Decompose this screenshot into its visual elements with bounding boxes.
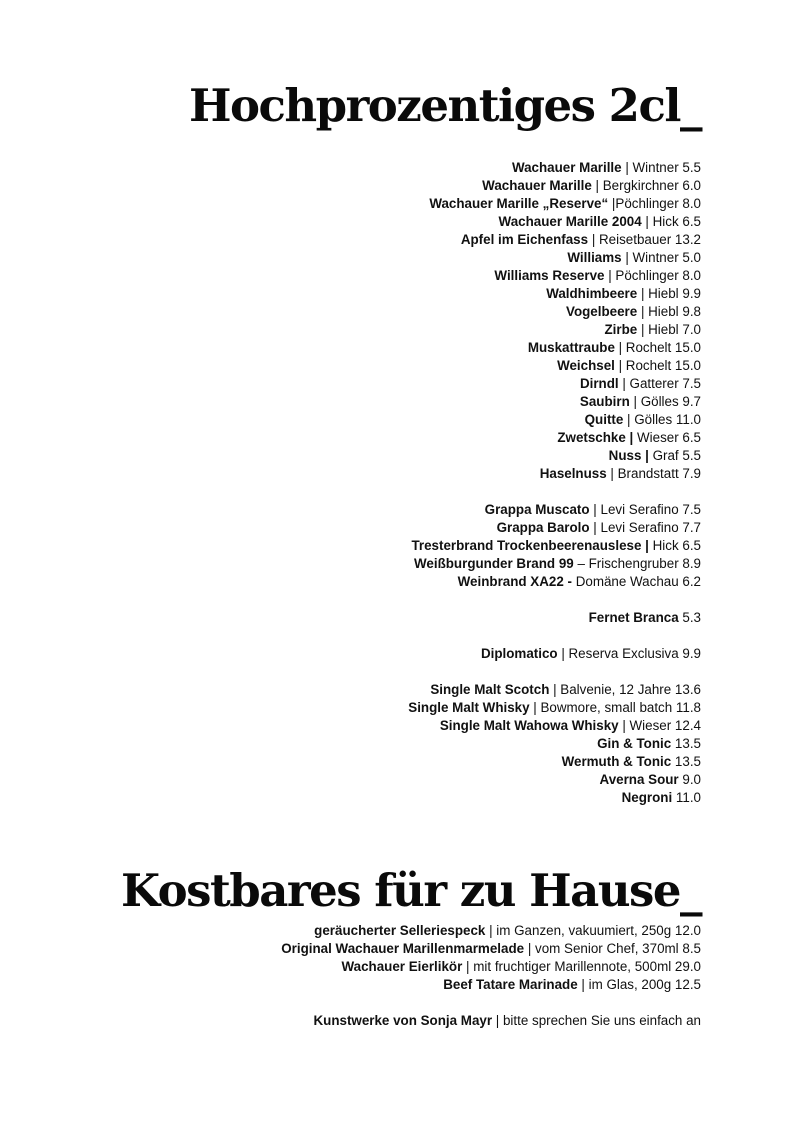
section-title-shop: Kostbares für zu Hause_ — [121, 864, 701, 917]
list-item — [408, 645, 701, 663]
item-name: Vogelbeere — [566, 304, 638, 319]
list-item — [408, 285, 701, 303]
item-name: Fernet Branca — [588, 610, 679, 625]
shop-list — [281, 922, 701, 1030]
item-detail: | im Glas, 200g 12.5 — [577, 977, 701, 992]
item-name: Single Malt Whisky — [408, 700, 530, 715]
item-name: Kunstwerke von Sonja Mayr — [313, 1013, 493, 1028]
item-name: Tresterbrand Trockenbeerenauslese | — [411, 538, 649, 553]
list-item — [408, 267, 701, 285]
list-item — [408, 789, 701, 807]
list-item — [408, 231, 701, 249]
item-detail: 13.5 — [671, 736, 701, 751]
item-name: Dirndl — [579, 376, 619, 391]
list-item — [408, 357, 701, 375]
item-detail: | Pöchlinger 8.0 — [604, 268, 701, 283]
section-title-spirits: Hochprozentiges 2cl_ — [188, 79, 701, 132]
list-item — [408, 465, 701, 483]
item-name: Gin & Tonic — [597, 736, 672, 751]
item-detail: 11.0 — [672, 790, 701, 805]
item-name: Single Malt Scotch — [430, 682, 550, 697]
item-name: Weinbrand XA22 - — [457, 574, 572, 589]
item-detail: | Levi Serafino 7.7 — [589, 520, 701, 535]
list-item — [408, 555, 701, 573]
item-name: Weichsel — [557, 358, 615, 373]
item-name: Quitte — [584, 412, 624, 427]
item-detail: |Pöchlinger 8.0 — [608, 196, 701, 211]
item-name: Diplomatico — [480, 646, 558, 661]
item-name: Beef Tatare Marinade — [443, 977, 578, 992]
list-item — [408, 375, 701, 393]
list-item — [408, 717, 701, 735]
list-item — [408, 681, 701, 699]
item-detail: | Brandstatt 7.9 — [606, 466, 701, 481]
list-item — [408, 339, 701, 357]
list-item — [408, 303, 701, 321]
item-detail: | Bergkirchner 6.0 — [591, 178, 701, 193]
item-detail: | Gatterer 7.5 — [618, 376, 701, 391]
item-name: Apfel im Eichenfass — [460, 232, 589, 247]
item-detail: Wieser 6.5 — [633, 430, 701, 445]
item-detail: | Reisetbauer 13.2 — [588, 232, 701, 247]
item-detail: | vom Senior Chef, 370ml 8.5 — [524, 941, 701, 956]
item-detail: | Balvenie, 12 Jahre 13.6 — [549, 682, 701, 697]
list-item — [408, 411, 701, 429]
list-item — [281, 922, 701, 940]
list-item — [408, 177, 701, 195]
item-detail: Domäne Wachau 6.2 — [571, 574, 701, 589]
item-name: geräucherter Selleriespeck — [314, 923, 486, 938]
item-detail: | Hick 6.5 — [641, 214, 701, 229]
list-item — [408, 321, 701, 339]
item-name: Wachauer Marille „Reserve“ — [429, 196, 609, 211]
item-detail: 5.3 — [678, 610, 701, 625]
item-detail: | Hiebl 7.0 — [637, 322, 701, 337]
list-item — [408, 249, 701, 267]
item-detail: 9.0 — [678, 772, 701, 787]
item-name: Wermuth & Tonic — [561, 754, 672, 769]
item-detail: – Frischengruber 8.9 — [573, 556, 701, 571]
item-detail: | Wintner 5.0 — [621, 250, 701, 265]
item-detail: | mit fruchtiger Marillennote, 500ml 29.0 — [462, 959, 701, 974]
list-item — [281, 1012, 701, 1030]
item-name: Williams — [567, 250, 622, 265]
item-detail: | Levi Serafino 7.5 — [589, 502, 701, 517]
item-name: Wachauer Marille 2004 — [498, 214, 642, 229]
item-name: Saubirn — [579, 394, 630, 409]
list-item — [408, 771, 701, 789]
list-item — [408, 213, 701, 231]
item-name: Negroni — [621, 790, 673, 805]
item-detail: | im Ganzen, vakuumiert, 250g 12.0 — [485, 923, 701, 938]
item-detail: Hick 6.5 — [648, 538, 701, 553]
item-detail: | Hiebl 9.8 — [637, 304, 701, 319]
item-detail: | Wieser 12.4 — [618, 718, 701, 733]
list-item — [408, 537, 701, 555]
item-detail: | Bowmore, small batch 11.8 — [529, 700, 701, 715]
list-item — [408, 159, 701, 177]
list-item — [408, 447, 701, 465]
list-item — [408, 735, 701, 753]
spirits-list — [408, 159, 701, 807]
item-detail: | Gölles 11.0 — [623, 412, 701, 427]
item-detail: | Reserva Exclusiva 9.9 — [557, 646, 701, 661]
item-name: Muskattraube — [527, 340, 615, 355]
item-name: Zirbe — [604, 322, 638, 337]
item-name: Single Malt Wahowa Whisky — [439, 718, 619, 733]
list-item — [408, 195, 701, 213]
item-name: Williams Reserve — [494, 268, 605, 283]
list-item — [408, 573, 701, 591]
list-item — [408, 429, 701, 447]
item-name: Haselnuss — [539, 466, 607, 481]
item-name: Weißburgunder Brand 99 — [414, 556, 574, 571]
item-detail: | Rochelt 15.0 — [614, 358, 701, 373]
list-item — [281, 940, 701, 958]
item-detail: | Hiebl 9.9 — [637, 286, 701, 301]
item-name: Original Wachauer Marillenmarmelade — [281, 941, 525, 956]
list-item — [408, 393, 701, 411]
list-item — [408, 519, 701, 537]
item-name: Nuss | — [608, 448, 649, 463]
item-detail: 13.5 — [671, 754, 701, 769]
item-detail: | Wintner 5.5 — [621, 160, 701, 175]
list-item — [281, 958, 701, 976]
item-detail: | bitte sprechen Sie uns einfach an — [492, 1013, 701, 1028]
item-detail: | Rochelt 15.0 — [614, 340, 701, 355]
item-name: Grappa Muscato — [484, 502, 590, 517]
list-item — [281, 976, 701, 994]
list-item — [408, 753, 701, 771]
item-detail: | Gölles 9.7 — [629, 394, 701, 409]
item-detail: Graf 5.5 — [648, 448, 701, 463]
item-name: Wachauer Marille — [482, 178, 592, 193]
list-item — [408, 609, 701, 627]
item-name: Wachauer Marille — [511, 160, 622, 175]
item-name: Grappa Barolo — [496, 520, 590, 535]
item-name: Wachauer Eierlikör — [341, 959, 463, 974]
item-name: Waldhimbeere — [546, 286, 638, 301]
list-item — [408, 699, 701, 717]
list-item — [408, 501, 701, 519]
item-name: Zwetschke | — [557, 430, 634, 445]
item-name: Averna Sour — [599, 772, 679, 787]
